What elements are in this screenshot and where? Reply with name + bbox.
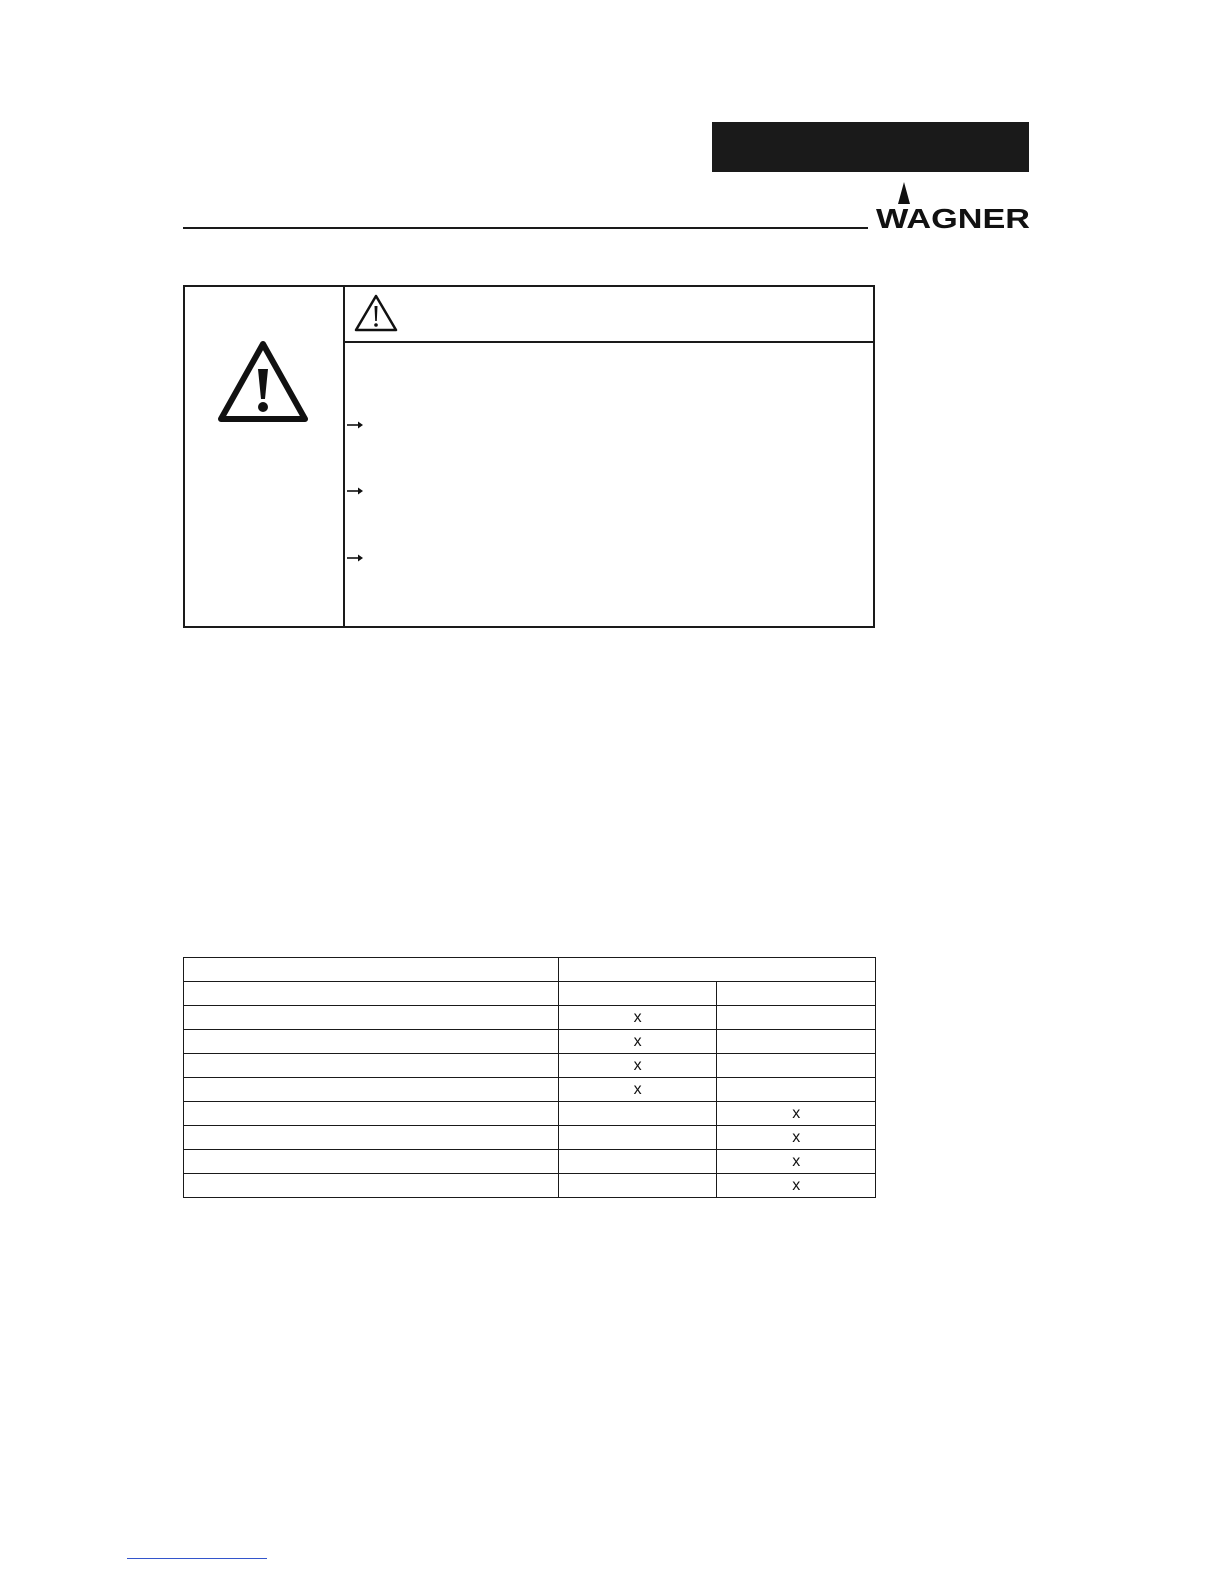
- table-cell: x: [717, 1102, 876, 1126]
- table-cell: x: [717, 1126, 876, 1150]
- table-cell: x: [558, 1054, 717, 1078]
- table-row: [184, 1030, 876, 1054]
- table-cell: [184, 1006, 559, 1030]
- table-cell: [184, 982, 559, 1006]
- table-cell: [184, 1150, 559, 1174]
- table-cell: [558, 1150, 717, 1174]
- table-row: [184, 1078, 876, 1102]
- table-cell: x: [558, 1006, 717, 1030]
- table-cell: x: [558, 1030, 717, 1054]
- warning-box: [183, 285, 875, 628]
- header-rule: [183, 227, 868, 229]
- warning-divider-horizontal: [345, 341, 873, 343]
- warning-triangle-icon: [217, 339, 309, 423]
- header-bar: [712, 122, 1029, 172]
- table-cell: [717, 1006, 876, 1030]
- table-cell: [717, 982, 876, 1006]
- logo-text: WAGNER: [876, 203, 1030, 232]
- table-cell: x: [717, 1150, 876, 1174]
- table-row: [184, 1102, 876, 1126]
- data-table: [183, 957, 876, 1198]
- table-row: [184, 1150, 876, 1174]
- footer-link-underline[interactable]: [127, 1558, 267, 1559]
- table-cell: [184, 1078, 559, 1102]
- table-cell: [184, 1174, 559, 1198]
- table-cell: [558, 982, 717, 1006]
- table-cell: [558, 1102, 717, 1126]
- table-cell: [184, 1126, 559, 1150]
- table-cell: [558, 1126, 717, 1150]
- table-header-cell: [558, 958, 875, 982]
- table-cell: x: [717, 1174, 876, 1198]
- table-header-cell: [184, 958, 559, 982]
- arrow-icon: [346, 420, 364, 430]
- table-row: [184, 1126, 876, 1150]
- table-cell: [184, 1030, 559, 1054]
- table-row: [184, 1174, 876, 1198]
- table-subheader-row: [184, 982, 876, 1006]
- table-cell: [717, 1054, 876, 1078]
- table-cell: x: [558, 1078, 717, 1102]
- warning-triangle-small-icon: [353, 293, 399, 333]
- table-cell: [184, 1102, 559, 1126]
- table-header-row: [184, 958, 876, 982]
- warning-divider-vertical: [343, 287, 345, 626]
- table-row: [184, 1006, 876, 1030]
- table-row: [184, 1054, 876, 1078]
- table-cell: [717, 1078, 876, 1102]
- table-cell: [184, 1054, 559, 1078]
- table-cell: [558, 1174, 717, 1198]
- table-cell: [717, 1030, 876, 1054]
- arrow-icon: [346, 553, 364, 563]
- arrow-icon: [346, 486, 364, 496]
- wagner-logo: [876, 180, 1030, 232]
